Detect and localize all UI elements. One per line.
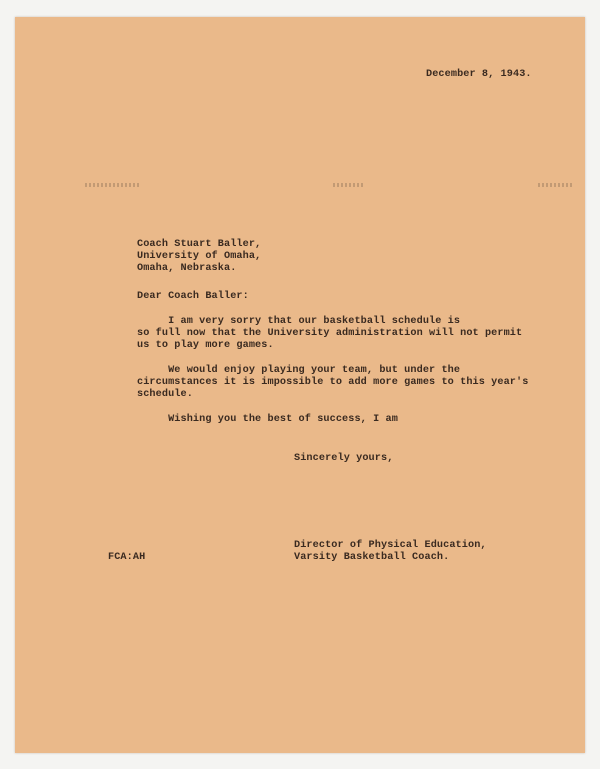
recipient-location: Omaha, Nebraska.	[137, 263, 237, 274]
paragraph-2-line-1: We would enjoy playing your team, but under the	[137, 365, 461, 376]
recipient-name: Coach Stuart Baller,	[137, 239, 262, 250]
paragraph-2-line-2: circumstances it is impossible to add more games to this year's	[137, 377, 529, 388]
paragraph-3: Wishing you the best of success, I am	[137, 414, 398, 425]
typist-initials: FCA:AH	[108, 552, 146, 563]
letter-date: December 8, 1943.	[426, 69, 532, 80]
letter-page	[15, 17, 585, 753]
paragraph-1-line-2: so full now that the University administration will not permit	[137, 328, 523, 339]
page-smudge-center	[333, 183, 365, 187]
paragraph-2-line-3: schedule.	[137, 389, 193, 400]
closing: Sincerely yours,	[294, 453, 394, 464]
paragraph-1-line-1: I am very sorry that our basketball schedule is	[137, 316, 461, 327]
page-smudge-left	[85, 183, 141, 187]
paragraph-1-line-3: us to play more games.	[137, 340, 274, 351]
recipient-institution: University of Omaha,	[137, 251, 262, 262]
page-smudge-right	[538, 183, 574, 187]
signature-title-1: Director of Physical Education,	[294, 540, 487, 551]
signature-title-2: Varsity Basketball Coach.	[294, 552, 450, 563]
salutation: Dear Coach Baller:	[137, 291, 249, 302]
